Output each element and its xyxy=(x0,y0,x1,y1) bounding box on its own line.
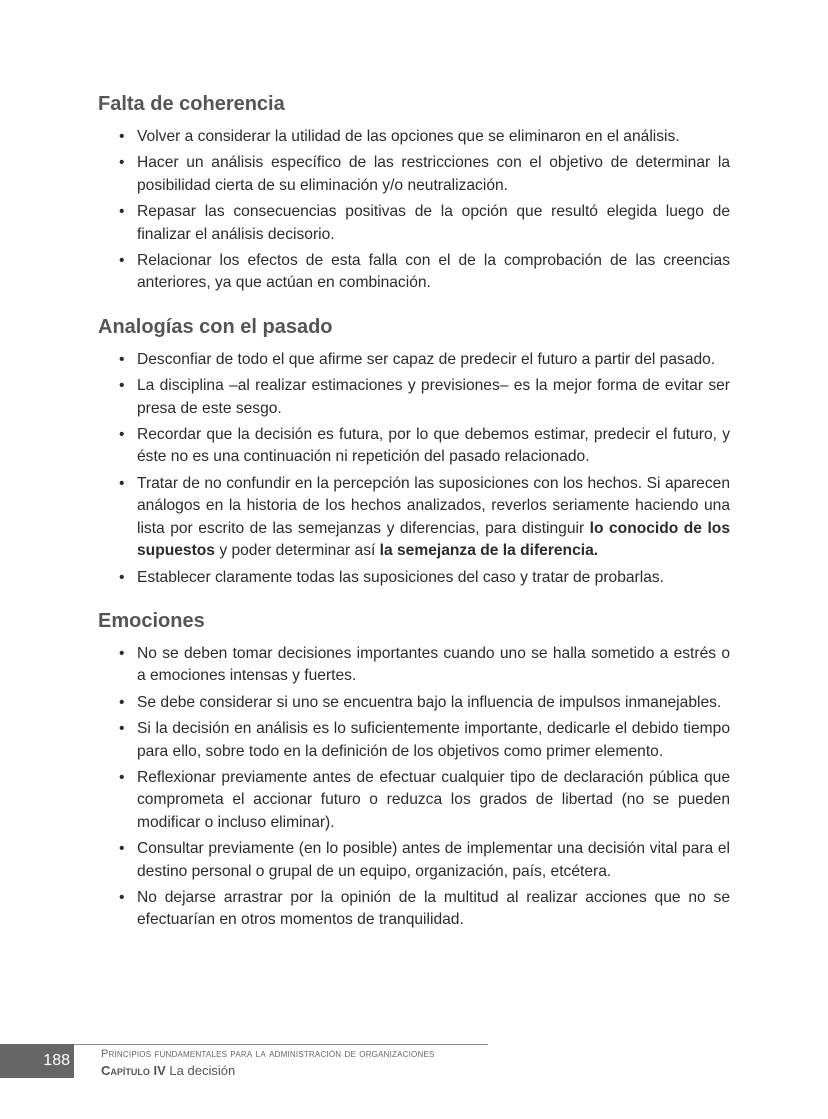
list-item: • No se deben tomar decisiones importantes cuando uno se halla sometido a estrés o a emociones intensas y fuertes. xyxy=(119,644,730,685)
page-content xyxy=(98,90,730,950)
bullet-icon: • xyxy=(119,474,125,492)
bullet-icon: • xyxy=(119,768,125,786)
bullet-icon: • xyxy=(119,377,125,395)
bullet-icon: • xyxy=(119,644,125,662)
list-item: • Reflexionar previamente antes de efectuar cualquier tipo de declaración pública que comprometa el accionar futuro o reduzca los grados de libertad (no se pueden modificar o incluso eliminar). xyxy=(119,768,730,831)
list-item: • Relacionar los efectos de esta falla con el de la comprobación de las creencias anteriores, ya que actúan en combinación. xyxy=(119,252,730,292)
bullet-icon: • xyxy=(119,203,125,221)
list-item: • Repasar las consecuencias positivas de la opción que resultó elegida luego de finalizar el análisis decisorio. xyxy=(119,203,730,243)
bold-phrase: la semejanza de la diferencia. xyxy=(379,542,599,560)
section-heading: Emociones xyxy=(98,609,205,632)
chapter-label: Capítulo IV xyxy=(101,1063,166,1078)
section-analogias-con-el-pasado xyxy=(98,313,730,589)
bullet-icon: • xyxy=(119,128,125,145)
list-item: • Si la decisión en análisis es lo suficientemente importante, dedicarle el debido tiempo para ello, sobre todo en la definición de los objetivos como primer elemento. xyxy=(119,720,730,760)
bullet-icon: • xyxy=(119,840,125,858)
chapter-line xyxy=(101,1063,235,1078)
page-number: 188 xyxy=(0,1044,74,1078)
list-item: • Hacer un análisis específico de las restricciones con el objetivo de determinar la posibilidad cierta de su eliminación y/o neutralización. xyxy=(119,154,730,194)
bullet-list xyxy=(98,643,730,932)
bullet-icon: • xyxy=(119,154,125,172)
bullet-icon: • xyxy=(119,350,125,368)
chapter-title: La decisión xyxy=(169,1063,236,1078)
section-heading: Analogías con el pasado xyxy=(98,315,333,338)
list-item: • Se debe considerar si uno se encuentra bajo la influencia de impulsos inmanejables. xyxy=(98,692,730,714)
bullet-icon: • xyxy=(119,568,125,586)
list-item: • Establecer claramente todas las suposiciones del caso y tratar de probarlas. xyxy=(98,567,730,589)
list-item: • Consultar previamente (en lo posible) antes de implementar una decisión vital para el destino personal o grupal de un equipo, organización, país, etcétera. xyxy=(119,840,730,880)
section-heading: Falta de coherencia xyxy=(98,93,285,115)
section-falta-de-coherencia xyxy=(98,90,730,295)
bullet-icon: • xyxy=(119,426,125,444)
bullet-icon: • xyxy=(119,720,125,738)
book-title: Principios fundamentales para la administración de organizaciones xyxy=(101,1048,435,1060)
list-item: • Recordar que la decisión es futura, por lo que debemos estimar, predecir el futuro, y éste no es una continuación ni repetición del pasado relacionado. xyxy=(119,426,730,466)
bullet-list xyxy=(98,349,730,589)
bullet-icon: • xyxy=(119,693,125,711)
section-emociones xyxy=(98,607,730,932)
bold-phrase: lo conocido de los supuestos xyxy=(137,519,730,560)
list-item: • No dejarse arrastrar por la opinión de la multitud al realizar acciones que no se efectuarían en otros momentos de tranquilidad. xyxy=(119,888,730,929)
bullet-list xyxy=(98,126,730,295)
footer-divider xyxy=(74,1044,488,1045)
list-item: • Desconfiar de todo el que afirme ser capaz de predecir el futuro a partir del pasado. xyxy=(98,349,730,371)
page-footer xyxy=(0,1044,828,1084)
bullet-icon: • xyxy=(119,888,125,906)
list-item: • Tratar de no confundir en la percepción las suposiciones con los hechos. Si aparecen análogos en la historia de los hechos analizados, reverlos seriamente haciendo una lista por escrito de las semejanzas y diferencias, para distinguir lo conocido de los supuestos y poder determinar así la semejanza de la diferencia. xyxy=(119,474,730,560)
bullet-icon: • xyxy=(119,252,125,270)
list-item: • Volver a considerar la utilidad de las opciones que se eliminaron en el análisis. xyxy=(98,126,730,148)
list-item: • La disciplina –al realizar estimaciones y previsiones– es la mejor forma de evitar ser presa de este sesgo. xyxy=(119,377,730,417)
